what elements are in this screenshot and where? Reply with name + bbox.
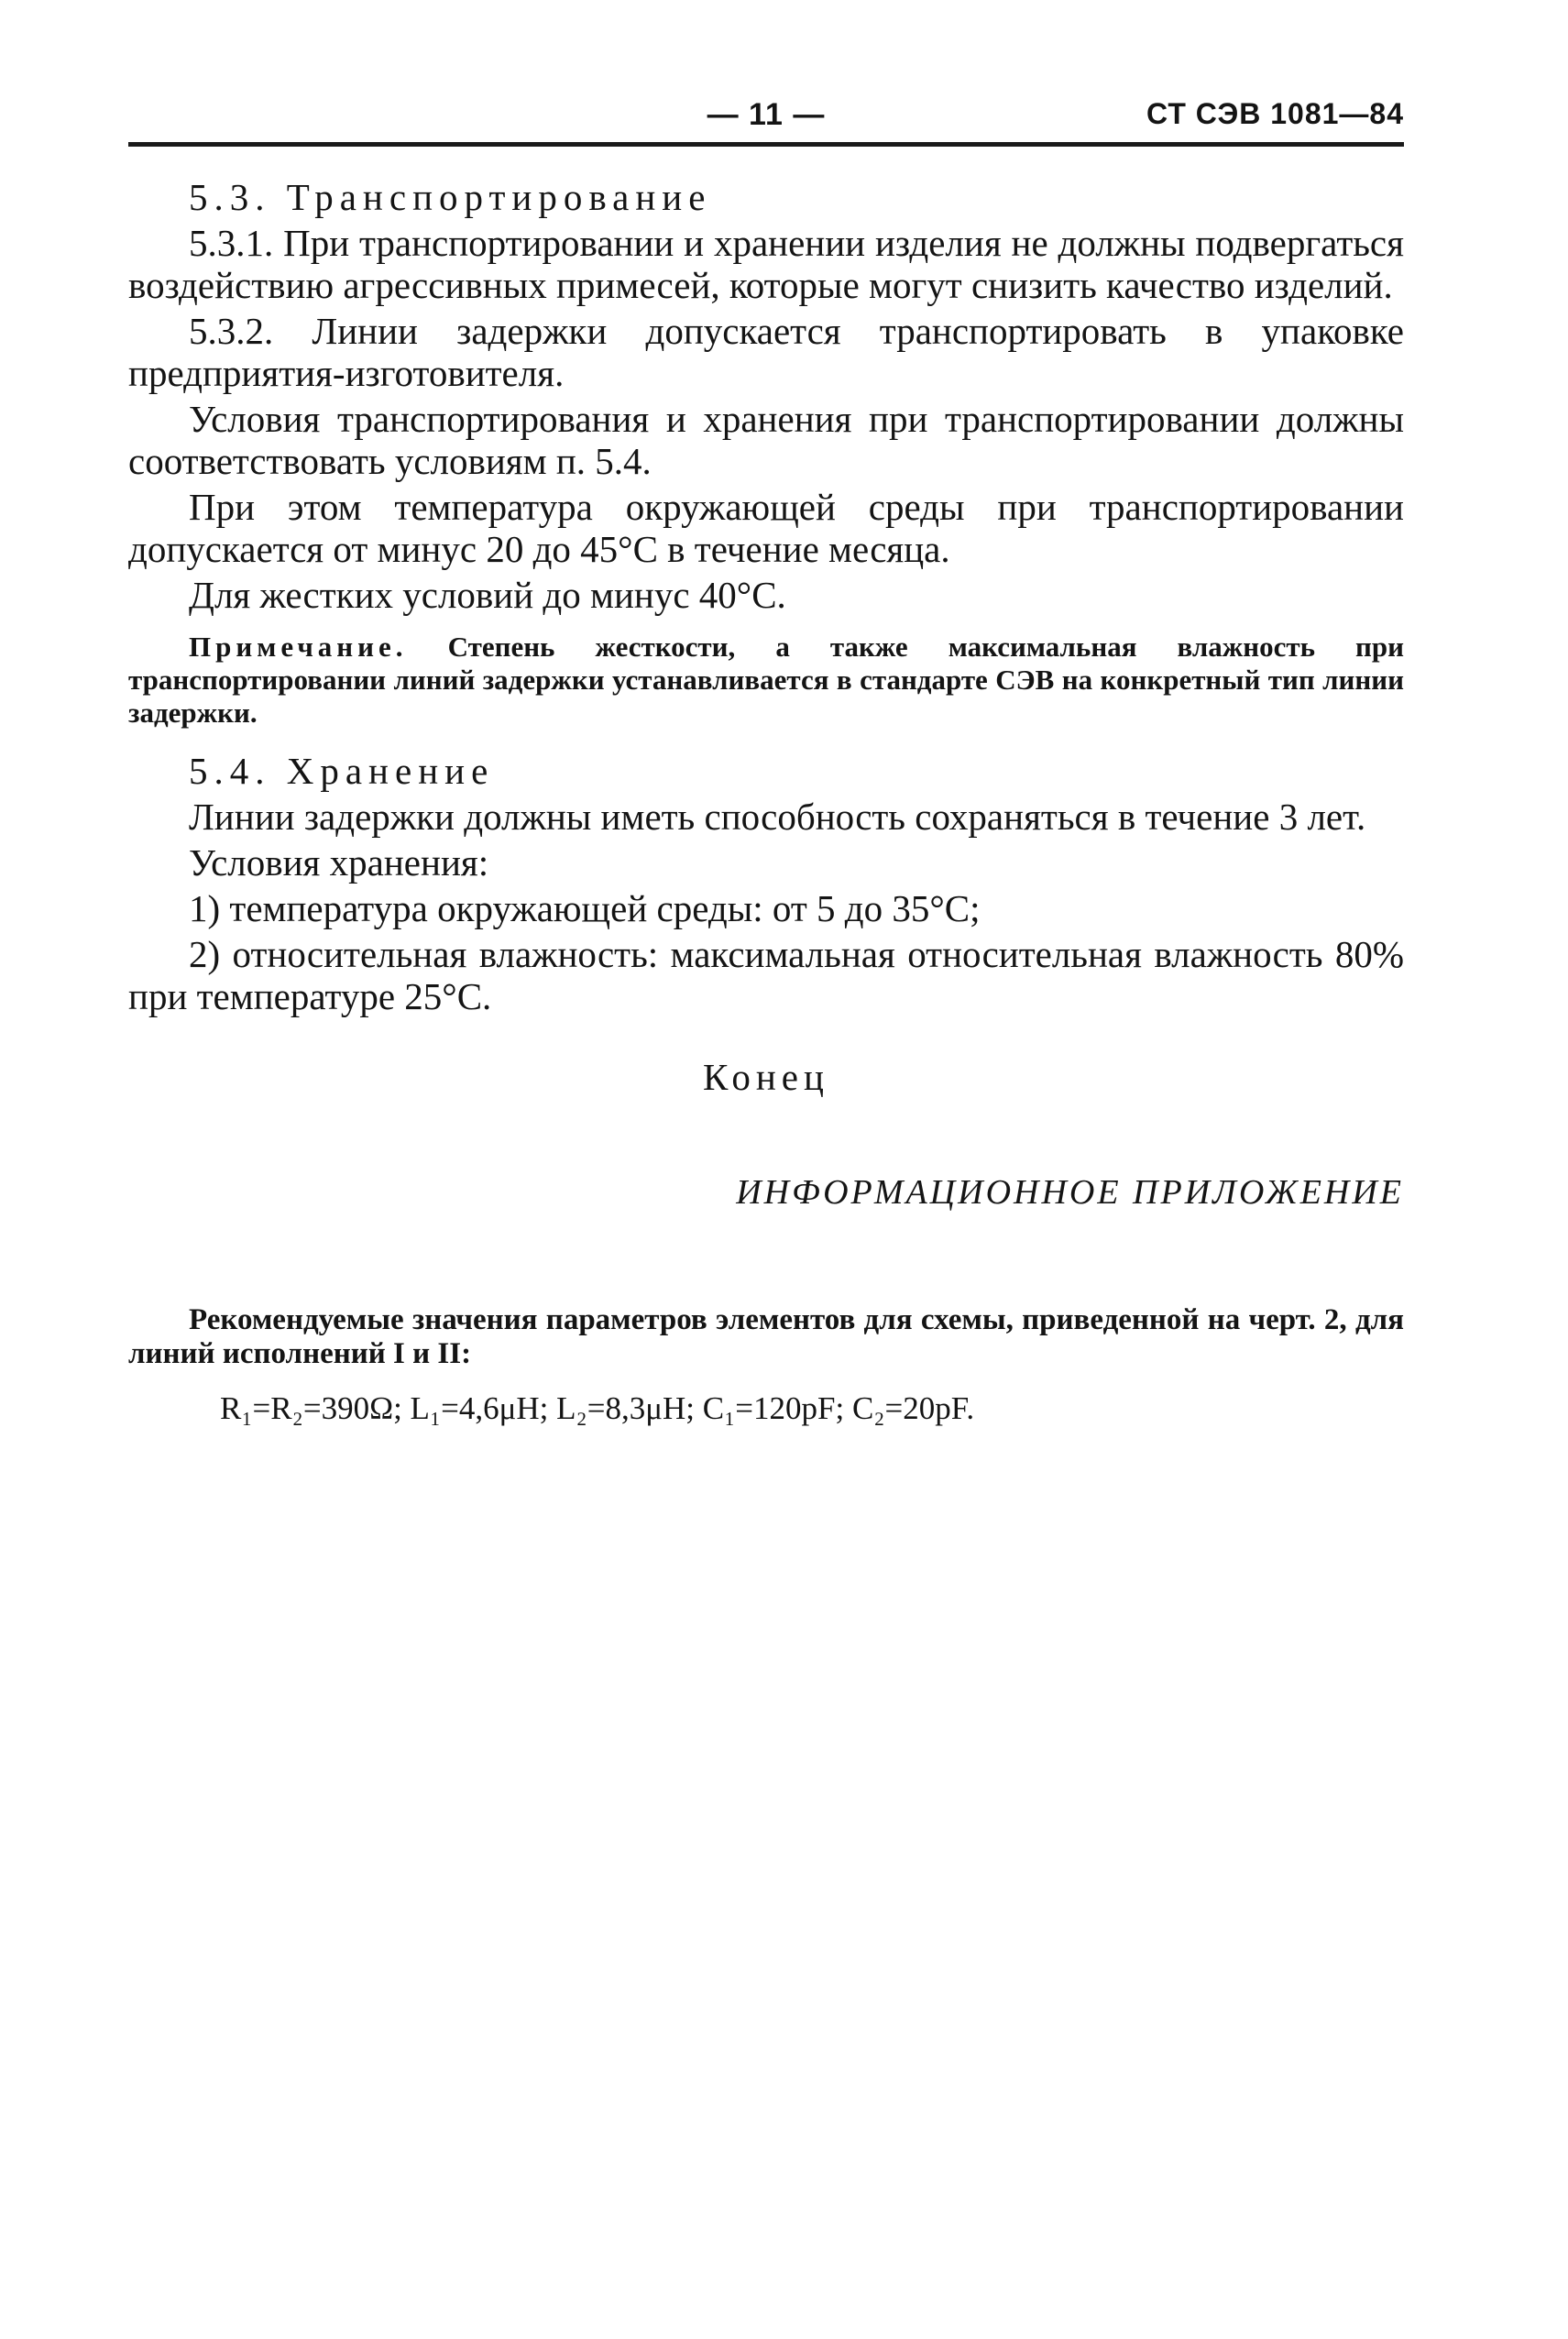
storage-condition-item-1: 1) температура окружающей среды: от 5 до 35°C; <box>189 887 981 929</box>
paragraph-transport-temperature: При этом температура окружающей среды при транспортировании допускается от минус 20 до 45°C в течение месяца. <box>128 486 1404 570</box>
note-text: Степень жесткости, а также максимальная влажность при транспортировании линий задержки устанавливается в стандарте СЭВ на конкретный тип линии задержки. <box>128 631 1404 729</box>
appendix-text: Рекомендуемые значения параметров элементов для схемы, приведенной на черт. 2, для линий исполнений I и II: <box>128 1303 1404 1370</box>
page-header <box>128 97 1404 143</box>
paragraph-transport-conditions: Условия транспортирования и хранения при транспортировании должны соответствовать условиям п. 5.4. <box>128 398 1404 482</box>
appendix-title: ИНФОРМАЦИОННОЕ ПРИЛОЖЕНИЕ <box>736 1173 1404 1212</box>
note-label: Примечание. <box>189 631 408 663</box>
page-number: — 11 — <box>707 97 826 132</box>
appendix-formula: R₁=R₂=390Ω; L₁=4,6μH; L₂=8,3μH; C₁=120pF; C₂=20pF. <box>220 1390 975 1426</box>
storage-condition-item-2: 2) относительная влажность: максимальная относительная влажность 80% при температуре 25°C. <box>128 933 1404 1017</box>
paragraph-storage-conditions: Условия хранения: <box>189 841 489 884</box>
paragraph-hard-conditions: Для жестких условий до минус 40°C. <box>189 574 786 616</box>
end-marker: Конец <box>703 1056 829 1098</box>
header-rule <box>128 142 1404 147</box>
paragraph-5-3-1: 5.3.1. При транспортировании и хранении изделия не должны подвергаться воздействию агрессивных примесей, которые могут снизить качество изделий. <box>128 222 1404 306</box>
document-code: СТ СЭВ 1081—84 <box>1146 97 1404 130</box>
note <box>128 631 1404 730</box>
section-5-3-title: 5.3. Транспортирование <box>189 176 712 218</box>
paragraph-5-3-2: 5.3.2. Линии задержки допускается транспортировать в упаковке предприятия-изготовителя. <box>128 310 1404 394</box>
section-5-4-title: 5.4. Хранение <box>189 750 495 792</box>
paragraph-storage-life: Линии задержки должны иметь способность сохраняться в течение 3 лет. <box>189 796 1366 838</box>
document-body <box>128 176 1404 1428</box>
